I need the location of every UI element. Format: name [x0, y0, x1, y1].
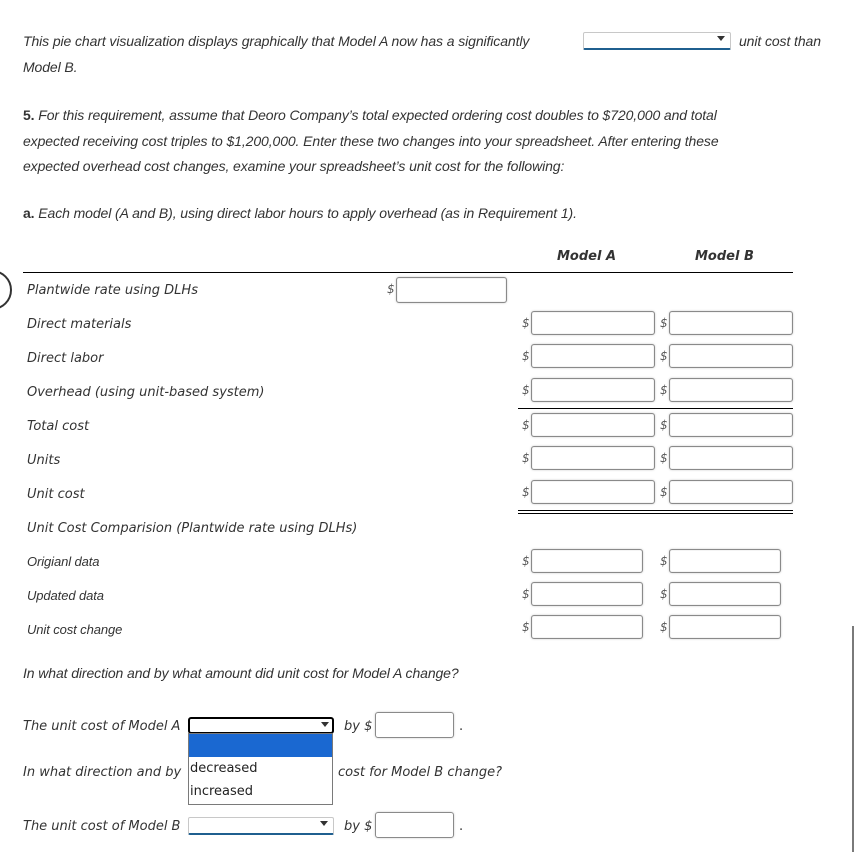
question-model-b-part2: cost for Model B change? — [338, 765, 503, 780]
plantwide-rate-field — [387, 277, 507, 303]
dollar-sign: $ — [522, 316, 530, 330]
unit-cost-model-b-input[interactable] — [669, 480, 793, 504]
unit-cost-model-a-input[interactable] — [531, 480, 655, 504]
overhead-model-b-input[interactable] — [669, 378, 793, 402]
dollar-sign: $ — [387, 282, 395, 296]
requirement-number: 5. — [23, 107, 35, 123]
dropdown-option-decreased[interactable]: decreased — [190, 761, 258, 776]
direct-materials-model-a-input[interactable] — [531, 311, 655, 335]
dollar-sign: $ — [660, 383, 668, 397]
intro-text-after: unit cost than — [739, 33, 821, 49]
overhead-model-a-input[interactable] — [531, 378, 655, 402]
model-b-period: . — [459, 819, 464, 834]
dollar-sign: $ — [522, 349, 530, 363]
dollar-sign: $ — [660, 620, 668, 634]
total-cost-model-a-input[interactable] — [531, 413, 655, 437]
row-label-direct-labor: Direct labor — [27, 351, 104, 366]
model-b-prefix: The unit cost of Model B — [23, 819, 181, 834]
dollar-sign: $ — [522, 418, 530, 432]
table-top-rule — [23, 272, 793, 273]
dollar-sign: $ — [660, 418, 668, 432]
model-a-amount-input[interactable] — [375, 712, 454, 738]
row-label-original-data: Origianl data — [27, 554, 100, 569]
units-model-a-input[interactable] — [531, 446, 655, 470]
chevron-down-icon — [320, 821, 328, 826]
intro-comparison-select[interactable] — [583, 32, 731, 50]
direct-materials-model-b-input[interactable] — [669, 311, 793, 335]
model-b-direction-select[interactable] — [188, 817, 334, 835]
direct-labor-model-a-input[interactable] — [531, 344, 655, 368]
dollar-sign: $ — [660, 554, 668, 568]
dropdown-option-blank[interactable] — [189, 734, 332, 757]
subtotal-rule — [518, 408, 793, 409]
dollar-sign: $ — [522, 383, 530, 397]
direct-labor-model-b-input[interactable] — [669, 344, 793, 368]
part-letter: a. — [23, 205, 35, 221]
model-a-prefix: The unit cost of Model A — [23, 719, 181, 734]
requirement-5-line3: expected overhead cost changes, examine your spreadsheet’s unit cost for the following: — [23, 158, 565, 174]
requirement-5-line1 — [23, 107, 717, 123]
dropdown-option-increased[interactable]: increased — [190, 784, 254, 799]
dollar-sign: $ — [660, 316, 668, 330]
row-label-units: Units — [27, 453, 61, 468]
updated-data-model-a-input[interactable] — [531, 582, 643, 606]
double-rule-bottom — [518, 513, 793, 514]
intro-text: This pie chart visualization displays graphically that Model A now has a significantly — [23, 33, 530, 49]
original-data-model-b-input[interactable] — [669, 549, 781, 573]
question-model-a: In what direction and by what amount did unit cost for Model A change? — [23, 665, 459, 681]
units-model-b-input[interactable] — [669, 446, 793, 470]
chevron-down-icon — [321, 722, 329, 727]
model-b-by-label: by $ — [344, 819, 373, 834]
dollar-sign: $ — [660, 451, 668, 465]
double-rule-top — [518, 510, 793, 511]
dollar-sign: $ — [660, 587, 668, 601]
comparison-heading: Unit Cost Comparision (Plantwide rate using DLHs) — [27, 521, 358, 536]
model-a-direction-select[interactable] — [188, 717, 334, 734]
model-a-by-label: by $ — [344, 719, 373, 734]
model-a-period: . — [459, 719, 464, 734]
original-data-model-a-input[interactable] — [531, 549, 643, 573]
dollar-sign: $ — [522, 587, 530, 601]
part-a — [23, 205, 577, 221]
dollar-sign: $ — [660, 485, 668, 499]
column-header-model-b: Model B — [695, 249, 754, 264]
updated-data-model-b-input[interactable] — [669, 582, 781, 606]
requirement-5-line2: expected receiving cost triples to $1,200,000. Enter these two changes into your spreadsheet. After entering these — [23, 133, 719, 149]
unit-cost-change-model-b-input[interactable] — [669, 615, 781, 639]
intro-text-line2: Model B. — [23, 59, 78, 75]
model-b-amount-input[interactable] — [375, 812, 454, 838]
row-label-unit-cost: Unit cost — [27, 487, 85, 502]
total-cost-model-b-input[interactable] — [669, 413, 793, 437]
plantwide-rate-input[interactable] — [396, 277, 507, 303]
row-label-overhead: Overhead (using unit-based system) — [27, 385, 265, 400]
dollar-sign: $ — [660, 349, 668, 363]
dollar-sign: $ — [522, 554, 530, 568]
requirement-5-text: For this requirement, assume that Deoro Company’s total expected ordering cost doubles to $720,000 and total — [38, 107, 717, 123]
row-label-total-cost: Total cost — [27, 419, 90, 434]
dollar-sign: $ — [522, 485, 530, 499]
row-label-unit-cost-change: Unit cost change — [27, 622, 123, 637]
unit-cost-change-model-a-input[interactable] — [531, 615, 643, 639]
chevron-down-icon — [717, 36, 725, 41]
row-label-direct-materials: Direct materials — [27, 317, 132, 332]
row-label-updated-data: Updated data — [27, 588, 104, 603]
radio-circle-icon — [0, 270, 12, 310]
dollar-sign: $ — [522, 451, 530, 465]
part-a-text: Each model (A and B), using direct labor hours to apply overhead (as in Requirement 1). — [38, 205, 577, 221]
direction-dropdown-list — [188, 733, 333, 805]
question-model-b-part1: In what direction and by — [23, 765, 182, 780]
column-header-model-a: Model A — [557, 249, 617, 264]
dollar-sign: $ — [522, 620, 530, 634]
plantwide-rate-label: Plantwide rate using DLHs — [27, 283, 198, 298]
